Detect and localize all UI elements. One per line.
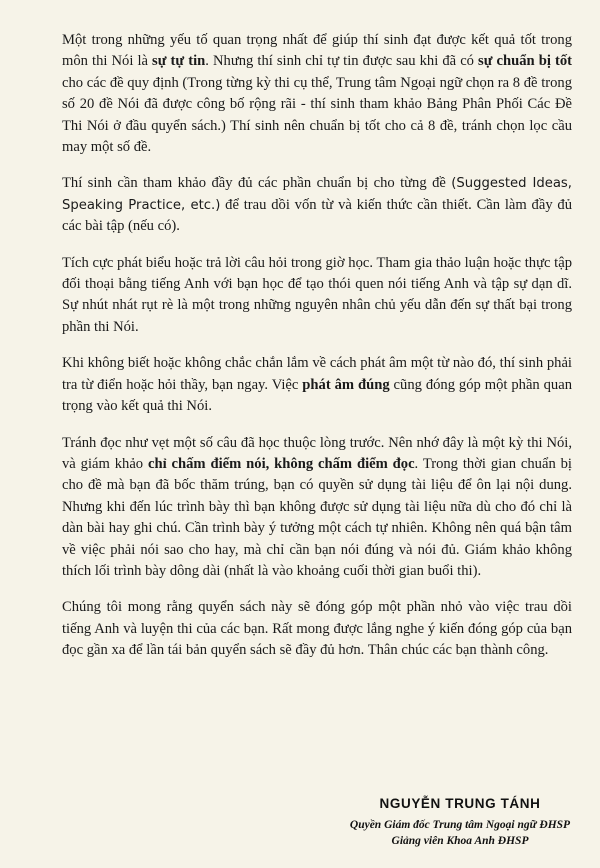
paragraph-text: Khi không biết hoặc không chắc chắn lắm về cách phát âm một từ nào đó, thí sinh phải tra từ điển hoặc hỏi thầy, bạn ngay. Việc [62, 355, 572, 393]
paragraph-text: cũng đóng góp một phần quan trọng vào kết quả thi Nói. [62, 376, 573, 415]
paragraph-text: cho các đề quy định (Trong từng kỳ thi cụ thể, Trung tâm Ngoại ngữ chọn ra 8 đề trong số 20 đề Nói đã được công bố rộng rãi - thí sinh tham khảo Bảng Phân Phối Các Đề Thi Nói ở đầu quyển sách.) Thí sinh nên chuẩn bị tốt cho cả 8 đề, tránh chọn lọc cầu may một số đề. [62, 74, 572, 156]
paragraph-no-memorizing [62, 433, 572, 583]
paragraph-text: để trau dồi vốn từ và kiến thức cần thiết. Cần làm đầy đủ các bài tập (nếu có). [62, 196, 573, 235]
author-name: NGUYỄN TRUNG TÁNH [379, 796, 541, 811]
paragraph-text: Tích cực phát biểu hoặc trả lời câu hỏi trong giờ học. Tham gia thảo luận hoặc thực tập đối thoại bằng tiếng Anh với bạn học để tạo thói quen nói tiếng Anh và tập sự dạn dĩ. Sự nhút nhát rụt rè là một trong những nguyên nhân chủ yếu dẫn đến sự thất bại trong phần thi Nói. [62, 254, 572, 335]
signature-block [330, 796, 590, 849]
paragraph-text: Thí sinh cần tham khảo đầy đủ các phần chuẩn bị cho từng đề [62, 175, 452, 192]
paragraph-text: Một trong những yếu tố quan trọng nhất để giúp thí sinh đạt được kết quả tốt trong môn thi Nói là [62, 32, 572, 70]
bold-phrase: sự chuẩn bị tốt [478, 53, 572, 70]
paragraph-closing [62, 597, 572, 661]
paragraph-preparation [62, 173, 572, 237]
author-affiliation: Giảng viên Khoa Anh ĐHSP [391, 835, 529, 847]
paragraph-text: . Trong thời gian chuẩn bị cho đề mà bạn đã bốc thăm trúng, bạn có quyền sử dụng tài liệu để ôn lại nội dung. Nhưng khi đến lúc trình bày thì bạn không được sử dụng tài liệu nữa dù cho đó chỉ là dàn bài hay ghi chú. Cần trình bày ý tưởng một cách tự nhiên. Không nên quá bận tâm về việc phải nói sao cho hay, mà chỉ cần bạn nói đúng và nói đủ. Giám khảo không thích lối trình bày dông dài (nhất là vào khoảng cuối thời gian buổi thi). [62, 455, 572, 579]
preface-body [62, 30, 572, 677]
paragraph-participation [62, 253, 572, 339]
paragraph-confidence [62, 30, 572, 158]
author-title: Quyền Giám đốc Trung tâm Ngoại ngữ ĐHSP [349, 819, 571, 831]
english-phrase: (Suggested Ideas, Speaking Practice, etc.) [62, 176, 572, 213]
bold-phrase: sự tự tin [152, 53, 206, 70]
paragraph-pronunciation [62, 353, 572, 417]
paragraph-text: Tránh đọc như vẹt một số câu đã học thuộc lòng trước. Nên nhớ đây là một kỳ thi Nói, và giám khảo [62, 434, 572, 472]
paragraph-text: . Nhưng thí sinh chỉ tự tin được sau khi đã có [205, 53, 479, 70]
bold-phrase: chỉ chấm điểm nói, không chấm điểm đọc [148, 455, 415, 472]
paragraph-text: Chúng tôi mong rằng quyển sách này sẽ đóng góp một phần nhỏ vào việc trau dồi tiếng Anh và luyện thi của các bạn. Rất mong được lắng nghe ý kiến đóng góp của bạn đọc gần xa để lần tái bản quyển sách sẽ đầy đủ hơn. Thân chúc các bạn thành công. [62, 599, 572, 659]
bold-phrase: phát âm đúng [302, 376, 390, 393]
